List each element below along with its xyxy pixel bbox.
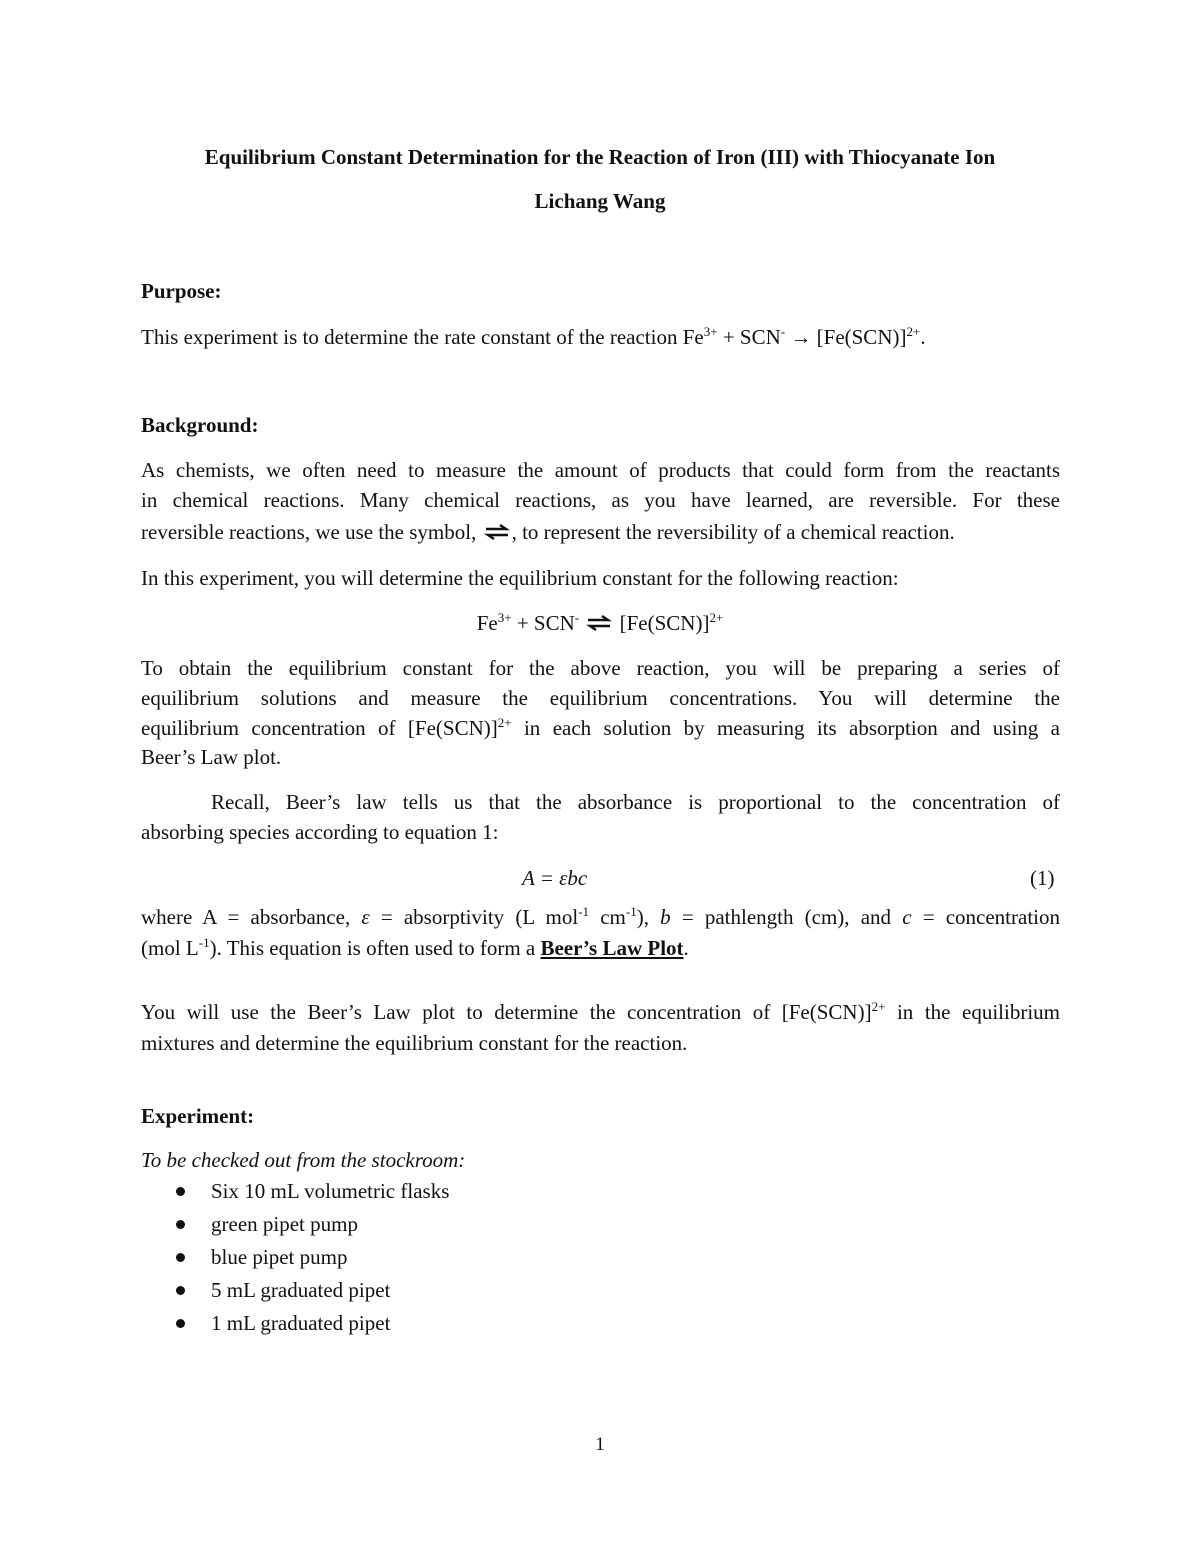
variable-definitions-line1: where A = absorbance, ε = absorptivity (L mol$^{-1}$ $cm^{-1}$), b = pathlength (cm), and c = concentration: [141, 904, 1060, 929]
beers-law-equation: A = εbc: [522, 866, 588, 890]
list-item: blue pipet pump: [211, 1245, 348, 1269]
equilibrium-arrows-icon: [586, 615, 612, 631]
background-heading: Background:: [141, 413, 259, 437]
experiment-subheading: To be checked out from the stockroom:: [141, 1148, 466, 1172]
bullet-icon: [176, 1187, 185, 1196]
document-title: Equilibrium Constant Determination for the Reaction of Iron (III) with Thiocyanate Ion: [204, 145, 996, 169]
page-number: 1: [595, 1434, 605, 1455]
equation-number: (1): [1030, 866, 1055, 890]
background-para5-line1: You will use the Beer’s Law plot to determine the concentration of $[Fe(SCN)]^{2+}$ in the equilibrium: [141, 999, 1060, 1024]
purpose-heading: Purpose:: [141, 279, 222, 303]
background-para4-line2: absorbing species according to equation 1:: [141, 820, 499, 844]
reaction-equation: $Fe^{3+} + SCN^-$ $[Fe(SCN)]^{2+}$: [476, 610, 724, 635]
background-para4-line1: Recall, Beer’s law tells us that the absorbance is proportional to the concentration of: [211, 790, 1060, 814]
list-item: green pipet pump: [211, 1212, 358, 1236]
beers-law-plot-term: Beer’s Law Plot: [540, 936, 684, 960]
purpose-text: This experiment is to determine the rate constant of the reaction $Fe^{3+} + SCN^- \to [Fe(SCN)]^{2+}$.: [141, 324, 926, 349]
author-name: Lichang Wang: [534, 189, 666, 213]
background-para2: In this experiment, you will determine the equilibrium constant for the following reaction:: [141, 566, 899, 590]
bullet-icon: [176, 1253, 185, 1262]
background-para3-line3: equilibrium concentration of $[Fe(SCN)]^{2+}$ in each solution by measuring its absorption and using a: [141, 715, 1060, 740]
experiment-heading: Experiment:: [141, 1104, 255, 1128]
background-para3-line1: To obtain the equilibrium constant for the above reaction, you will be preparing a series of: [141, 656, 1060, 680]
background-para3-line4: Beer’s Law plot.: [141, 745, 282, 769]
background-para1-line3: reversible reactions, we use the symbol, , to represent the reversibility of a chemical reaction.: [141, 520, 955, 544]
variable-definitions-line2: (mol $L^{-1}$). This equation is often used to form a Beer’s Law Plot.: [141, 935, 689, 960]
list-item: Six 10 mL volumetric flasks: [211, 1179, 450, 1203]
background-para3-line2: equilibrium solutions and measure the equilibrium concentrations. You will determine the: [141, 686, 1060, 710]
bullet-icon: [176, 1319, 185, 1328]
bullet-icon: [176, 1220, 185, 1229]
background-para1-line2: in chemical reactions. Many chemical reactions, as you have learned, are reversible. For these: [141, 488, 1060, 512]
list-item: 1 mL graduated pipet: [211, 1311, 391, 1335]
background-para5-line2: mixtures and determine the equilibrium constant for the reaction.: [141, 1031, 688, 1055]
background-para1-line1: As chemists, we often need to measure the amount of products that could form from the reactants: [141, 458, 1060, 482]
bullet-icon: [176, 1286, 185, 1295]
list-item: 5 mL graduated pipet: [211, 1278, 391, 1302]
equilibrium-arrows-icon: [484, 524, 510, 540]
